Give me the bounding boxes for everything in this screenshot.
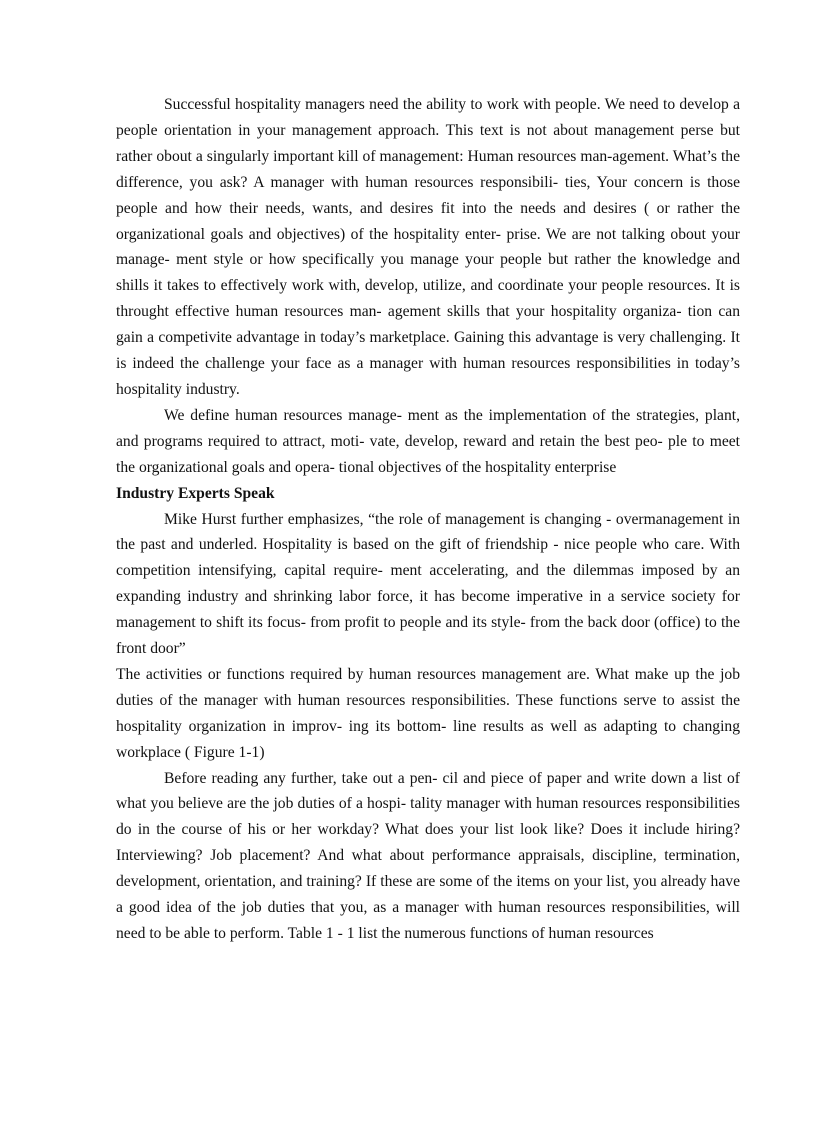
section-heading: Industry Experts Speak	[116, 484, 275, 502]
definition-paragraph: We define human resources manage- ment as the implementation of the strategies, plant, and programs required to attract, moti- vate, develop, reward and retain the best peo- ple to meet the organizational goals and opera- tional objectives of the hospitality enterprise	[116, 406, 740, 476]
functions-paragraph: The activities or functions required by human resources management are. What make up the job duties of the manager with human resources responsibilities. These functions serve to assist the hospitality organization in improv- ing its bottom- line results as well as adapting to changing workplace ( Figure 1-1)	[116, 665, 740, 761]
intro-paragraph: Successful hospitality managers need the ability to work with people. We need to develop a people orientation in your management approach. This text is not about management perse but rather obout a singularly important kill of management: Human resources man-agement. What’s the difference, you ask? A manager with human resources responsibili- ties, Your concern is those people and how their needs, wants, and desires fit into the needs and desires ( or rather the organizational goals and objectives) of the hospitality enter- prise. We are not talking obout your manage- ment style or how specifically you manage your people but rather the knowledge and shills it takes to effectively work with, develop, utilize, and coordinate your people resources. It is throught effective human resources man- agement skills that your hospitality organiza- tion can gain a competivite advantage in today’s marketplace. Gaining this advantage is very challenging. It is indeed the challenge your face as a manager with human resources responsibilities in today’s hospitality industry.	[116, 96, 740, 398]
final-paragraph: Before reading any further, take out a pen- cil and piece of paper and write down a list of what you believe are the job duties of a hospi- tality manager with human resources responsibilities do in the course of his or her workday? What does your list look like? Does it include hiring? Interviewing? Job placement? And what about performance appraisals, discipline, termination, development, orientation, and training? If these are some of the items on your list, you already have a good idea of the job duties that you, as a manager with human resources responsibilities, will need to be able to perform. Table 1 - 1 list the numerous functions of human resources	[116, 769, 740, 942]
document-page	[116, 92, 740, 947]
quote-paragraph: Mike Hurst further emphasizes, “the role of management is changing - overmanagement in the past and underled. Hospitality is based on the gift of friendship - nice people who care. With competition intensifying, capital require- ment accelerating, and the dilemmas imposed by an expanding industry and shrinking labor force, it has become imperative in a service society for management to shift its focus- from profit to people and its style- from the back door (office) to the front door”	[116, 510, 740, 658]
